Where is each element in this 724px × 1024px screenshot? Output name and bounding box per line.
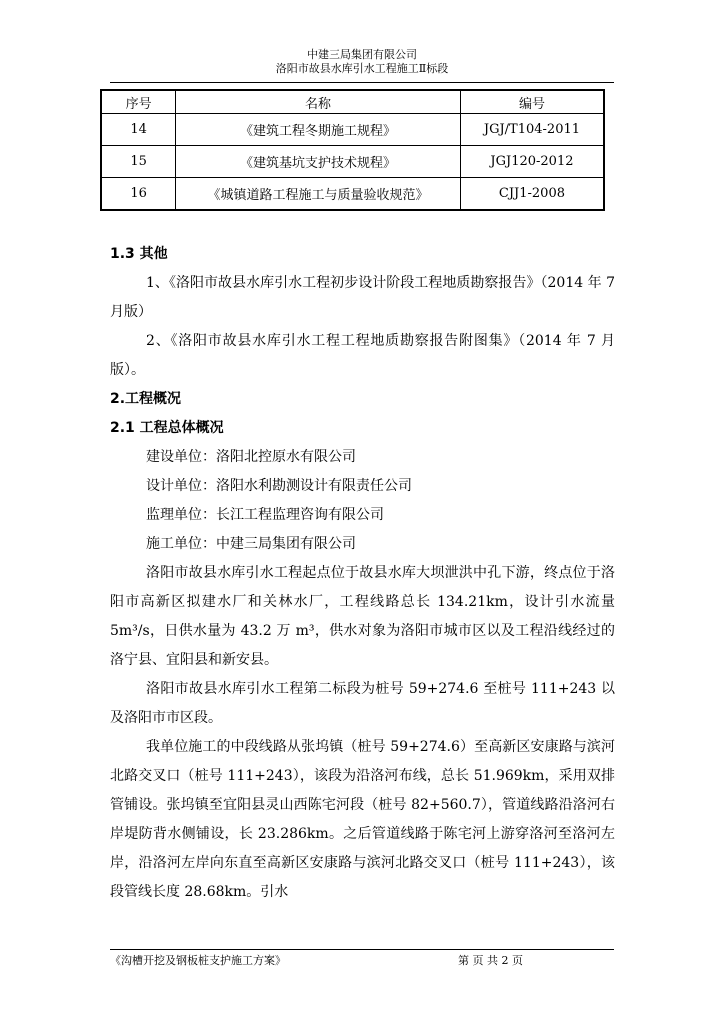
contractor-line: 施工单位：中建三局集团有限公司 bbox=[146, 536, 356, 552]
cell-name: 《建筑基坑支护技术规程》 bbox=[176, 146, 461, 178]
header-company: 中建三局集团有限公司 bbox=[307, 48, 417, 61]
document-body bbox=[110, 240, 615, 907]
footer-doc-title: 《沟槽开挖及钢板桩支护施工方案》 bbox=[110, 954, 286, 967]
col-header-name: 名称 bbox=[176, 90, 461, 114]
table-header-row bbox=[101, 90, 604, 114]
footer-divider bbox=[110, 949, 614, 950]
cell-no: 15 bbox=[101, 146, 176, 178]
reference-item-1: 1、《洛阳市故县水库引水工程初步设计阶段工程地质勘察报告》（2014 年 7 月版） bbox=[110, 275, 615, 320]
table-row bbox=[101, 178, 604, 211]
cell-code: JGJ/T104-2011 bbox=[460, 114, 604, 146]
supervisor-line: 监理单位：长江工程监理咨询有限公司 bbox=[146, 507, 384, 523]
col-header-code: 编号 bbox=[460, 90, 604, 114]
standards-table bbox=[100, 89, 605, 211]
section-scope-paragraph: 洛阳市故县水库引水工程第二标段为桩号 59+274.6 至桩号 111+243 以及洛阳市市区段。 bbox=[110, 681, 615, 726]
reference-item-2: 2、《洛阳市故县水库引水工程工程地质勘察报告附图集》（2014 年 7 月版）。 bbox=[110, 333, 615, 378]
cell-code: JGJ120-2012 bbox=[460, 146, 604, 178]
table-row bbox=[101, 146, 604, 178]
cell-name: 《建筑工程冬期施工规程》 bbox=[176, 114, 461, 146]
cell-no: 16 bbox=[101, 178, 176, 211]
footer-page-info: 第 页 共 2 页 bbox=[458, 954, 523, 967]
cell-code: CJJ1-2008 bbox=[460, 178, 604, 211]
header-divider bbox=[110, 82, 614, 83]
header-project: 洛阳市故县水库引水工程施工Ⅱ标段 bbox=[275, 62, 449, 75]
route-paragraph: 我单位施工的中段线路从张坞镇（桩号 59+274.6）至高新区安康路与滨河北路交叉口（桩号 111+243），该段为沿洛河布线，总长 51.969km，采用双排管铺设。张坞镇至宜阳县灵山西陈宅河段（桩号 82+560.7），管道线路沿洛河右岸堤防背水侧铺设，长 23.286km。之后管道线路于陈宅河上游穿洛河至洛河左岸，沿洛河左岸向东直至高新区安康路与滨河北路交叉口（桩号 111+243），该段管线长度 28.68km。引水 bbox=[110, 739, 615, 900]
designer-line: 设计单位：洛阳水利勘测设计有限责任公司 bbox=[146, 478, 412, 494]
section-heading-2: 2.工程概况 bbox=[110, 391, 182, 407]
overview-paragraph: 洛阳市故县水库引水工程起点位于故县水库大坝泄洪中孔下游，终点位于洛阳市高新区拟建水厂和关林水厂，工程线路总长 134.21km，设计引水流量 5m³/s，日供水量为 43.2 万 m³，供水对象为洛阳市城市区以及工程沿线经过的洛宁县、宜阳县和新安县。 bbox=[110, 565, 615, 668]
page-header bbox=[0, 48, 724, 76]
owner-line: 建设单位：洛阳北控原水有限公司 bbox=[146, 449, 356, 465]
section-heading-2-1: 2.1 工程总体概况 bbox=[110, 420, 224, 436]
cell-no: 14 bbox=[101, 114, 176, 146]
table-row bbox=[101, 114, 604, 146]
section-heading-1-3: 1.3 其他 bbox=[110, 246, 168, 262]
col-header-no: 序号 bbox=[101, 90, 176, 114]
cell-name: 《城镇道路工程施工与质量验收规范》 bbox=[176, 178, 461, 211]
